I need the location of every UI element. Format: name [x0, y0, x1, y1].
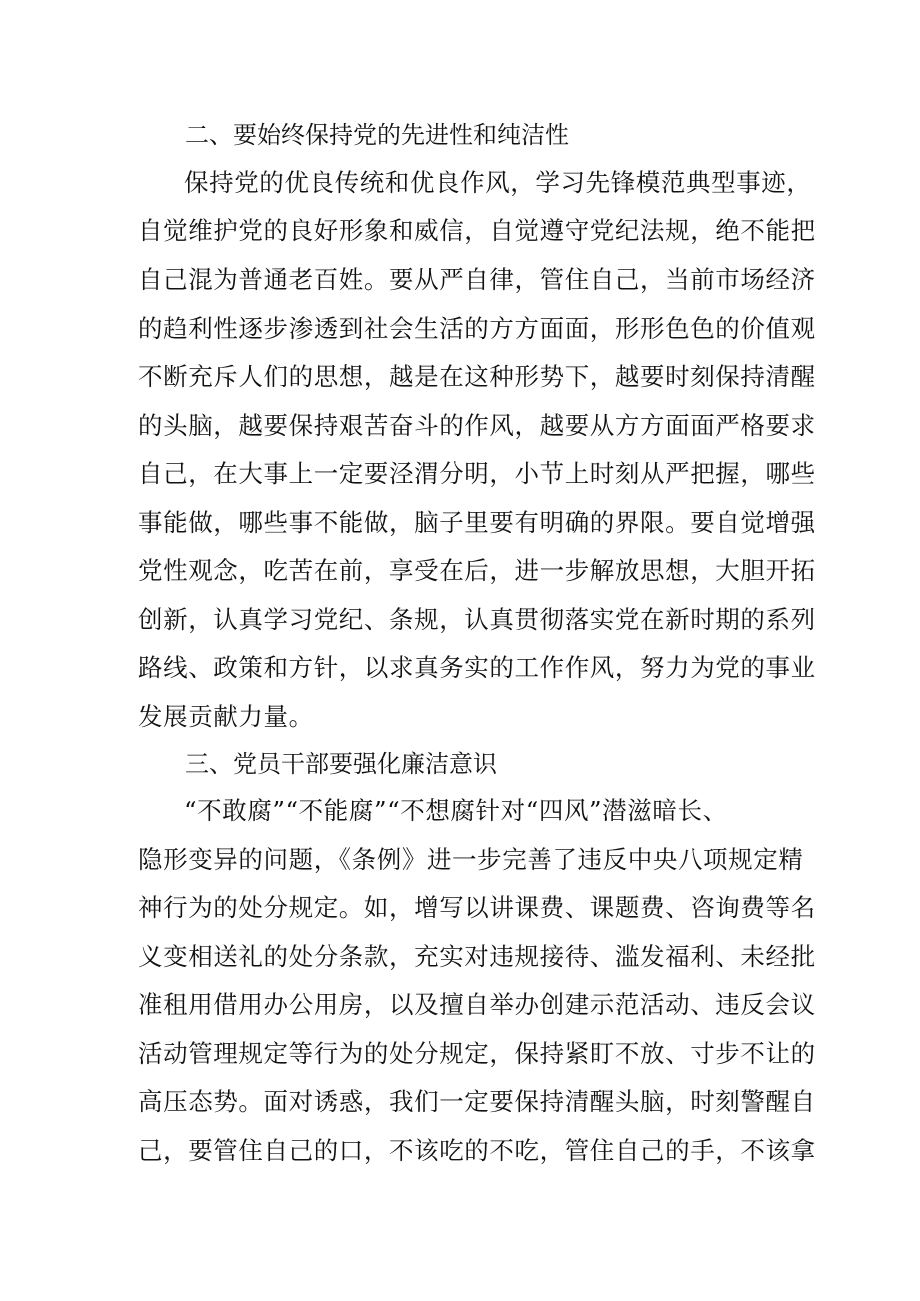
paragraph-line: 的头脑，越要保持艰苦奋斗的作风，越要从方方面面严格要求 — [138, 411, 816, 440]
section-heading-3: 三、党员干部要强化廉洁意识 — [185, 750, 497, 778]
paragraph-line: 创新，认真学习党纪、条规，认真贯彻落实党在新时期的系列 — [138, 605, 816, 634]
paragraph-line: 不断充斥人们的思想，越是在这种形势下，越要时刻保持清醒 — [138, 362, 816, 391]
paragraph-line: 自觉维护党的良好形象和威信，自觉遵守党纪法规，绝不能把 — [138, 216, 816, 245]
paragraph-line: 隐形变异的问题，《条例》进一步完善了违反中央八项规定精 — [138, 845, 804, 874]
paragraph-line: 义变相送礼的处分条款，充实对违规接待、滥发福利、未经批 — [138, 942, 816, 971]
paragraph-line: 自己，在大事上一定要泾渭分明，小节上时刻从严把握，哪些 — [138, 459, 816, 488]
paragraph-line: 事能做，哪些事不能做，脑子里要有明确的界限。要自觉增强 — [138, 508, 816, 537]
paragraph-line: 活动管理规定等行为的处分规定，保持紧盯不放、寸步不让的 — [138, 1039, 816, 1068]
paragraph-line: 准租用借用办公用房，以及擅自举办创建示范活动、违反会议 — [138, 990, 816, 1019]
paragraph-line: 路线、政策和方针，以求真务实的工作作风，努力为党的事业 — [138, 653, 816, 682]
paragraph-line: 己，要管住自己的口，不该吃的不吃，管住自己的手，不该拿 — [138, 1136, 816, 1165]
paragraph-line: 的趋利性逐步渗透到社会生活的方方面面，形形色色的价值观 — [138, 314, 816, 343]
paragraph-line: 发展贡献力量。 — [138, 702, 314, 731]
paragraph-line: 高压态势。面对诱惑，我们一定要保持清醒头脑，时刻警醒自 — [138, 1087, 816, 1116]
paragraph-line: 神行为的处分规定。如，增写以讲课费、课题费、咨询费等名 — [138, 893, 816, 922]
paragraph-line: 自己混为普通老百姓。要从严自律，管住自己，当前市场经济 — [138, 265, 816, 294]
paragraph-line: 党性观念，吃苦在前，享受在后，进一步解放思想，大胆开拓 — [138, 556, 816, 585]
section-heading-2: 二、要始终保持党的先进性和纯洁性 — [185, 121, 569, 149]
paragraph-line: 保持党的优良传统和优良作风，学习先锋模范典型事迹， — [184, 168, 812, 197]
paragraph-line: “不敢腐”“不能腐”“不想腐针对“四风”潜滋暗长、 — [184, 796, 728, 825]
